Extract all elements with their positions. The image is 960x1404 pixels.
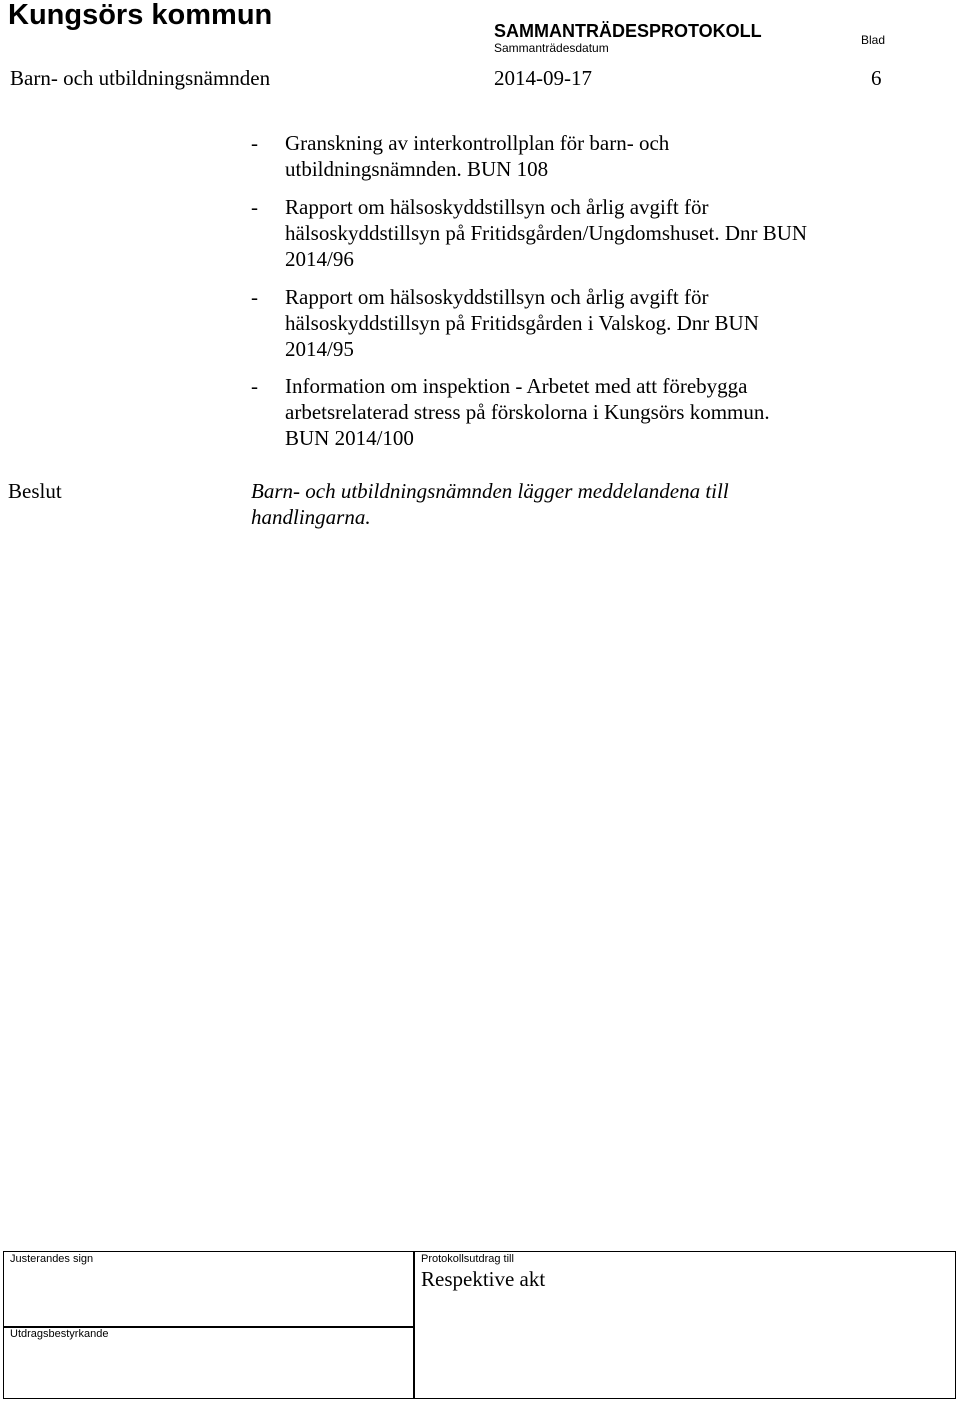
extract-value: Respektive akt: [421, 1267, 546, 1291]
decision-line: handlingarna.: [251, 505, 371, 529]
decision-line: Barn- och utbildningsnämnden lägger meddelandena till: [251, 479, 729, 503]
list-item-line: hälsoskyddstillsyn på Fritidsgården i Valskog. Dnr BUN: [285, 311, 759, 335]
certifier-label: Utdragsbestyrkande: [10, 1328, 109, 1340]
list-dash: -: [251, 195, 258, 219]
list-item-text: [285, 194, 865, 246]
committee-name: Barn- och utbildningsnämnden: [10, 66, 271, 90]
list-item-line: Information om inspektion - Arbetet med att förebygga: [285, 374, 748, 398]
sheet-label: Blad: [861, 33, 886, 47]
list-item-line: hälsoskyddstillsyn på Fritidsgården/Ungdomshuset. Dnr BUN: [285, 221, 808, 245]
list-item-line: Rapport om hälsoskyddstillsyn och årlig avgift för: [285, 195, 709, 219]
list-item-line: Granskning av interkontrollplan för barn- och: [285, 131, 670, 155]
extract-label: Protokollsutdrag till: [421, 1253, 514, 1265]
list-dash: -: [251, 374, 258, 398]
meeting-date: 2014-09-17: [494, 66, 592, 90]
document-type: SAMMANTRÄDESPROTOKOLL: [494, 21, 762, 41]
list-item-line: 2014/96: [285, 247, 354, 271]
footer-divider-vertical: [413, 1251, 415, 1399]
sign-label: Justerandes sign: [10, 1253, 94, 1265]
list-item-text: [285, 373, 865, 425]
list-dash: -: [251, 131, 258, 155]
list-item-text: [285, 130, 865, 182]
decision-text: [251, 478, 729, 530]
meeting-date-label: Sammanträdesdatum: [494, 41, 609, 55]
page-number: 6: [871, 66, 882, 90]
list-item-line: 2014/95: [285, 337, 354, 361]
list-dash: -: [251, 285, 258, 309]
decision-label: Beslut: [8, 479, 62, 503]
org-name: Kungsörs kommun: [8, 0, 273, 31]
list-item-line: utbildningsnämnden. BUN 108: [285, 157, 549, 181]
list-item-line: Rapport om hälsoskyddstillsyn och årlig avgift för: [285, 285, 709, 309]
list-item-text: [285, 284, 865, 336]
list-item-line: BUN 2014/100: [285, 426, 414, 450]
list-item-line: arbetsrelaterad stress på förskolorna i Kungsörs kommun.: [285, 400, 770, 424]
